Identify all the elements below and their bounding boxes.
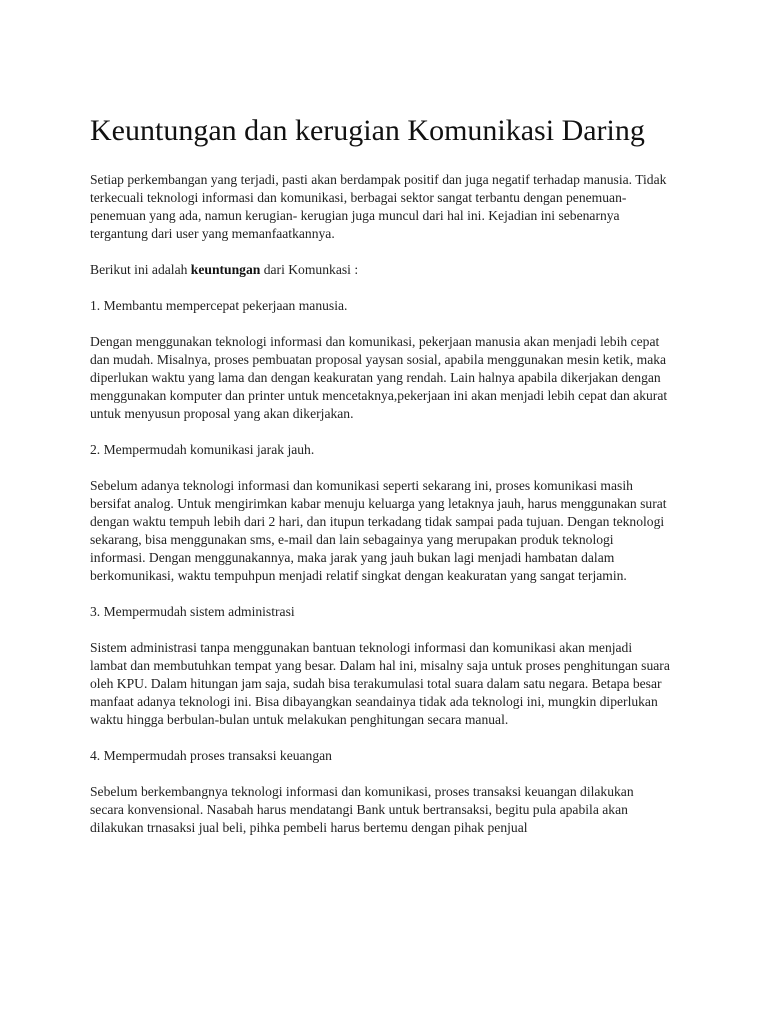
document-page — [90, 113, 670, 855]
section-3-body: Sistem administrasi tanpa menggunakan bantuan teknologi informasi dan komunikasi akan menjadi lambat dan membutuhkan tempat yang besar. Dalam hal ini, misalny saja untuk proses penghitungan suara oleh KPU. Dalam hitungan jam saja, sudah bisa terakumulasi total suara dalam satu negara. Betapa besar manfaat adanya teknologi ini. Bisa dibayangkan seandainya tidak ada teknologi ini, mungkin diperlukan waktu hingga berbulan-bulan untuk melakukan penghitungan secara manual. — [90, 640, 670, 727]
lead-bold-keyword: keuntungan — [190, 262, 261, 277]
intro-paragraph: Setiap perkembangan yang terjadi, pasti akan berdampak positif dan juga negatif terhadap manusia. Tidak terkecuali teknologi informasi dan komunikasi, berbagai sektor sangat terbantu dengan penemuan- penemuan yang ada, namun kerugian- kerugian juga muncul dari hal ini. Kejadian ini sebenarnya tergantung dari user yang memanfaatkannya. — [90, 172, 667, 241]
lead-text-before: Berikut ini adalah — [90, 262, 191, 277]
lead-paragraph — [90, 261, 670, 279]
lead-text-after: dari Komunkasi : — [260, 262, 359, 277]
section-4-body: Sebelum berkembangnya teknologi informasi dan komunikasi, proses transaksi keuangan dilakukan secara konvensional. Nasabah harus mendatangi Bank untuk bertransaksi, begitu pula apabila akan dilakukan trnasaksi jual beli, pihka pembeli harus bertemu dengan pihak penjual — [90, 784, 634, 835]
section-2-body: Sebelum adanya teknologi informasi dan komunikasi seperti sekarang ini, proses komunikasi masih bersifat analog. Untuk mengirimkan kabar menuju keluarga yang letaknya jauh, harus menggunakan surat dengan waktu tempuh lebih dari 2 hari, dan itupun terkadang tidak sampai pada tujuan. Dengan teknologi sekarang, bisa menggunakan sms, e-mail dan lain sebagainya yang merupakan produk teknologi informasi. Dengan menggunakannya, maka jarak yang jauh bukan lagi menjadi hambatan dalam berkomunikasi, waktu tempuhpun menjadi relatif singkat dengan keakuratan yang sangat terjamin. — [90, 478, 667, 583]
section-4-heading: 4. Mempermudah proses transaksi keuangan — [90, 748, 332, 763]
section-1-body: Dengan menggunakan teknologi informasi dan komunikasi, pekerjaan manusia akan menjadi lebih cepat dan mudah. Misalnya, proses pembuatan proposal yaysan sosial, apabila menggunakan mesin ketik, maka diperlukan waktu yang lama dan dengan keakuratan yang rendah. Lain halnya apabila dikerjakan dengan menggunakan komputer dan printer untuk mencetaknya,pekerjaan ini akan menjadi lebih cepat dan akurat untuk menyusun proposal yang akan dikerjakan. — [90, 334, 668, 421]
document-title: Keuntungan dan kerugian Komunikasi Daring — [90, 114, 645, 147]
section-1-heading: 1. Membantu mempercepat pekerjaan manusia. — [90, 298, 348, 313]
section-3-heading: 3. Mempermudah sistem administrasi — [90, 604, 295, 619]
section-2-heading: 2. Mempermudah komunikasi jarak jauh. — [90, 442, 315, 457]
